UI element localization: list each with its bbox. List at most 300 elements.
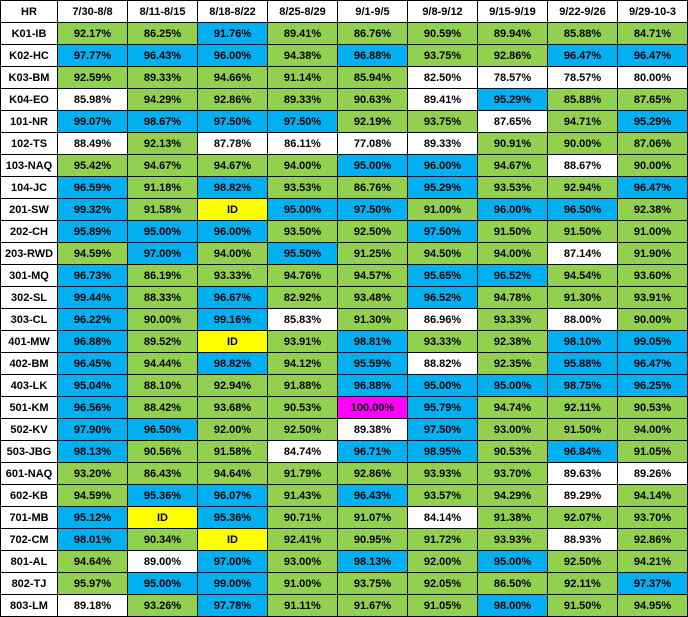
table-cell: 93.93% <box>478 529 548 551</box>
table-cell: 98.10% <box>548 331 618 353</box>
table-cell: 95.29% <box>478 89 548 111</box>
table-cell: 94.00% <box>478 243 548 265</box>
table-row <box>1 67 688 89</box>
table-cell: 95.29% <box>618 111 688 133</box>
table-cell: 95.89% <box>58 221 128 243</box>
table-cell: 96.59% <box>58 177 128 199</box>
table-cell: 96.00% <box>478 199 548 221</box>
row-header-402-bm: 402-BM <box>1 353 58 375</box>
table-cell: 98.82% <box>198 177 268 199</box>
table-cell: 95.36% <box>198 507 268 529</box>
table-cell: 87.65% <box>478 111 548 133</box>
table-cell: 96.00% <box>198 45 268 67</box>
table-cell: 86.11% <box>268 133 338 155</box>
table-cell: 94.57% <box>338 265 408 287</box>
table-cell: 93.70% <box>618 507 688 529</box>
table-row <box>1 23 688 45</box>
table-cell: 89.33% <box>408 133 478 155</box>
table-cell: 95.42% <box>58 155 128 177</box>
table-cell: ID <box>128 507 198 529</box>
table-cell: 96.50% <box>128 419 198 441</box>
table-cell: 94.50% <box>408 243 478 265</box>
table-cell: 91.30% <box>548 287 618 309</box>
table-cell: 90.71% <box>268 507 338 529</box>
table-cell: 99.07% <box>58 111 128 133</box>
table-cell: 92.50% <box>548 551 618 573</box>
table-cell: 93.33% <box>408 331 478 353</box>
column-header-1: 8/11-8/15 <box>128 1 198 23</box>
table-cell: 91.00% <box>618 221 688 243</box>
table-cell: 86.19% <box>128 265 198 287</box>
row-header-702-cm: 702-CM <box>1 529 58 551</box>
table-cell: 91.18% <box>128 177 198 199</box>
table-cell: 89.33% <box>128 67 198 89</box>
table-cell: 97.50% <box>408 419 478 441</box>
table-cell: 88.67% <box>548 155 618 177</box>
table-cell: 92.86% <box>198 89 268 111</box>
table-cell: 96.88% <box>338 45 408 67</box>
table-cell: 99.32% <box>58 199 128 221</box>
table-cell: 98.00% <box>478 595 548 617</box>
table-cell: 91.14% <box>268 67 338 89</box>
table-cell: 94.21% <box>618 551 688 573</box>
row-header-102-ts: 102-TS <box>1 133 58 155</box>
table-row <box>1 111 688 133</box>
table-cell: 77.08% <box>338 133 408 155</box>
table-cell: 86.76% <box>338 23 408 45</box>
table-cell: 92.94% <box>548 177 618 199</box>
table-cell: 91.67% <box>338 595 408 617</box>
row-header-403-lk: 403-LK <box>1 375 58 397</box>
table-cell: 90.00% <box>618 155 688 177</box>
row-header-401-mw: 401-MW <box>1 331 58 353</box>
row-header-k04-eo: K04-EO <box>1 89 58 111</box>
table-cell: 95.97% <box>58 573 128 595</box>
table-cell: 92.50% <box>338 221 408 243</box>
table-cell: 87.78% <box>198 133 268 155</box>
table-cell: 98.01% <box>58 529 128 551</box>
table-cell: 88.93% <box>548 529 618 551</box>
row-header-104-jc: 104-JC <box>1 177 58 199</box>
table-cell: 94.14% <box>618 485 688 507</box>
table-cell: 92.19% <box>338 111 408 133</box>
table-cell: 98.95% <box>408 441 478 463</box>
table-cell: 89.41% <box>268 23 338 45</box>
table-cell: 98.67% <box>128 111 198 133</box>
column-header-6: 9/15-9/19 <box>478 1 548 23</box>
table-cell: 91.30% <box>338 309 408 331</box>
table-cell: 94.76% <box>268 265 338 287</box>
table-cell: 86.50% <box>478 573 548 595</box>
row-header-501-km: 501-KM <box>1 397 58 419</box>
table-cell: 91.50% <box>548 221 618 243</box>
table-cell: 92.86% <box>338 463 408 485</box>
table-cell: 94.67% <box>478 155 548 177</box>
table-cell: 94.67% <box>198 155 268 177</box>
table-row <box>1 221 688 243</box>
table-cell: 96.47% <box>618 177 688 199</box>
table-cell: 94.64% <box>198 463 268 485</box>
table-cell: 80.00% <box>618 67 688 89</box>
table-cell: 93.50% <box>268 221 338 243</box>
table-row <box>1 441 688 463</box>
table-cell: 91.72% <box>408 529 478 551</box>
table-cell: 91.07% <box>338 507 408 529</box>
table-row <box>1 551 688 573</box>
row-header-601-naq: 601-NAQ <box>1 463 58 485</box>
table-cell: 93.57% <box>408 485 478 507</box>
table-cell: 89.63% <box>548 463 618 485</box>
table-cell: 86.76% <box>338 177 408 199</box>
table-cell: 96.88% <box>58 331 128 353</box>
table-cell: 96.71% <box>338 441 408 463</box>
table-cell: 93.00% <box>268 551 338 573</box>
table-cell: 89.33% <box>268 89 338 111</box>
table-cell: 93.75% <box>408 111 478 133</box>
table-cell: 91.58% <box>128 199 198 221</box>
row-header-k02-hc: K02-HC <box>1 45 58 67</box>
row-header-701-mb: 701-MB <box>1 507 58 529</box>
table-cell: 97.37% <box>618 573 688 595</box>
table-cell: 78.57% <box>478 67 548 89</box>
table-cell: 95.00% <box>478 375 548 397</box>
table-cell: 96.47% <box>618 353 688 375</box>
table-row <box>1 573 688 595</box>
table-cell: 95.36% <box>128 485 198 507</box>
table-row <box>1 177 688 199</box>
table-cell: 96.22% <box>58 309 128 331</box>
table-cell: 96.00% <box>198 221 268 243</box>
table-cell: 97.50% <box>198 111 268 133</box>
table-cell: 99.05% <box>618 331 688 353</box>
table-cell: 98.82% <box>198 353 268 375</box>
table-cell: 91.05% <box>618 441 688 463</box>
table-cell: 95.00% <box>408 375 478 397</box>
table-cell: 96.07% <box>198 485 268 507</box>
table-cell: 95.00% <box>268 199 338 221</box>
row-header-301-mq: 301-MQ <box>1 265 58 287</box>
table-cell: 92.38% <box>618 199 688 221</box>
table-row <box>1 309 688 331</box>
table-cell: 99.00% <box>198 573 268 595</box>
row-header-302-sl: 302-SL <box>1 287 58 309</box>
table-cell: 85.98% <box>58 89 128 111</box>
table-cell: 94.29% <box>478 485 548 507</box>
column-header-7: 9/22-9/26 <box>548 1 618 23</box>
table-cell: 95.79% <box>408 397 478 419</box>
table-cell: ID <box>198 199 268 221</box>
table-cell: ID <box>198 529 268 551</box>
table-cell: 92.17% <box>58 23 128 45</box>
table-cell: 90.53% <box>618 397 688 419</box>
table-cell: 86.43% <box>128 463 198 485</box>
table-cell: 96.52% <box>478 265 548 287</box>
table-cell: 97.90% <box>58 419 128 441</box>
table-cell: 99.16% <box>198 309 268 331</box>
table-row <box>1 485 688 507</box>
table-cell: 91.11% <box>268 595 338 617</box>
table-cell: 97.00% <box>128 243 198 265</box>
table-cell: 96.47% <box>548 45 618 67</box>
table-cell: 85.88% <box>548 89 618 111</box>
table-cell: 92.35% <box>478 353 548 375</box>
table-cell: 91.00% <box>268 573 338 595</box>
table-cell: 90.34% <box>128 529 198 551</box>
table-cell: 90.53% <box>268 397 338 419</box>
table-cell: 96.43% <box>128 45 198 67</box>
table-cell: 90.91% <box>478 133 548 155</box>
table-cell: 89.94% <box>478 23 548 45</box>
table-cell: 91.05% <box>408 595 478 617</box>
table-cell: 89.41% <box>408 89 478 111</box>
table-cell: 94.00% <box>198 243 268 265</box>
table-cell: 97.00% <box>198 551 268 573</box>
table-cell: 90.56% <box>128 441 198 463</box>
table-cell: 93.68% <box>198 397 268 419</box>
table-cell: 88.49% <box>58 133 128 155</box>
table-cell: 93.33% <box>478 309 548 331</box>
table-header <box>1 1 688 23</box>
table-cell: 84.71% <box>618 23 688 45</box>
table-row <box>1 529 688 551</box>
row-header-k03-bm: K03-BM <box>1 67 58 89</box>
row-header-602-kb: 602-KB <box>1 485 58 507</box>
table-cell: 89.00% <box>128 551 198 573</box>
row-header-303-cl: 303-CL <box>1 309 58 331</box>
table-cell: 86.25% <box>128 23 198 45</box>
table-cell: 85.88% <box>548 23 618 45</box>
table-cell: 93.75% <box>338 573 408 595</box>
row-header-801-al: 801-AL <box>1 551 58 573</box>
table-cell: 88.82% <box>408 353 478 375</box>
row-header-802-tj: 802-TJ <box>1 573 58 595</box>
table-row <box>1 419 688 441</box>
table-cell: 88.10% <box>128 375 198 397</box>
row-header-201-sw: 201-SW <box>1 199 58 221</box>
table-cell: 91.25% <box>338 243 408 265</box>
table-cell: 87.14% <box>548 243 618 265</box>
table-cell: 91.00% <box>408 199 478 221</box>
table-cell: 90.95% <box>338 529 408 551</box>
table-row <box>1 45 688 67</box>
table-cell: 96.67% <box>198 287 268 309</box>
table-cell: 91.88% <box>268 375 338 397</box>
table-row <box>1 463 688 485</box>
table-cell: 96.52% <box>408 287 478 309</box>
table-cell: 92.11% <box>548 397 618 419</box>
table-cell: 97.50% <box>268 111 338 133</box>
table-cell: 96.25% <box>618 375 688 397</box>
table-cell: 91.79% <box>268 463 338 485</box>
table-cell: 95.65% <box>408 265 478 287</box>
table-row <box>1 155 688 177</box>
row-header-503-jbg: 503-JBG <box>1 441 58 463</box>
table-row <box>1 331 688 353</box>
table-cell: 96.45% <box>58 353 128 375</box>
table-cell: 92.50% <box>268 419 338 441</box>
table-cell: 94.64% <box>58 551 128 573</box>
table-cell: 84.14% <box>408 507 478 529</box>
table-cell: 87.06% <box>618 133 688 155</box>
table-cell: 93.53% <box>478 177 548 199</box>
table-cell: 90.53% <box>478 441 548 463</box>
table-cell: 92.00% <box>408 551 478 573</box>
table-cell: 96.73% <box>58 265 128 287</box>
table-cell: 89.52% <box>128 331 198 353</box>
table-cell: 100.00% <box>338 397 408 419</box>
table-cell: 96.00% <box>408 155 478 177</box>
table-row <box>1 353 688 375</box>
table-cell: 92.07% <box>548 507 618 529</box>
table-cell: 88.33% <box>128 287 198 309</box>
table-cell: 95.00% <box>478 551 548 573</box>
table-cell: 98.81% <box>338 331 408 353</box>
table-cell: 94.95% <box>618 595 688 617</box>
table-cell: 85.83% <box>268 309 338 331</box>
table-cell: 98.75% <box>548 375 618 397</box>
table-cell: 98.13% <box>338 551 408 573</box>
table-cell: 89.38% <box>338 419 408 441</box>
table-cell: 95.29% <box>408 177 478 199</box>
table-cell: 91.43% <box>268 485 338 507</box>
table-row <box>1 595 688 617</box>
table-cell: 95.59% <box>338 353 408 375</box>
table-cell: 94.59% <box>58 485 128 507</box>
table-cell: 92.94% <box>198 375 268 397</box>
table-cell: 95.00% <box>128 221 198 243</box>
table-cell: 96.47% <box>618 45 688 67</box>
column-header-5: 9/8-9/12 <box>408 1 478 23</box>
header-row <box>1 1 688 23</box>
table-cell: 97.50% <box>408 221 478 243</box>
table-cell: 94.78% <box>478 287 548 309</box>
table-cell: 91.76% <box>198 23 268 45</box>
table-cell: 84.74% <box>268 441 338 463</box>
table-cell: 96.84% <box>548 441 618 463</box>
table-cell: 97.78% <box>198 595 268 617</box>
table-cell: 92.86% <box>478 45 548 67</box>
table-cell: 92.00% <box>198 419 268 441</box>
table-row <box>1 199 688 221</box>
table-row <box>1 507 688 529</box>
table-cell: 96.88% <box>338 375 408 397</box>
table-cell: 93.20% <box>58 463 128 485</box>
table-cell: 91.50% <box>548 595 618 617</box>
table-cell: 99.44% <box>58 287 128 309</box>
table-cell: 94.74% <box>478 397 548 419</box>
table-cell: 95.00% <box>338 155 408 177</box>
table-cell: 94.71% <box>548 111 618 133</box>
row-header-101-nr: 101-NR <box>1 111 58 133</box>
table-cell: 90.00% <box>128 309 198 331</box>
table-cell: 94.38% <box>268 45 338 67</box>
table-cell: ID <box>198 331 268 353</box>
row-header-103-naq: 103-NAQ <box>1 155 58 177</box>
table-cell: 93.91% <box>268 331 338 353</box>
table-cell: 93.33% <box>198 265 268 287</box>
table-cell: 92.05% <box>408 573 478 595</box>
table-cell: 90.63% <box>338 89 408 111</box>
row-header-203-rwd: 203-RWD <box>1 243 58 265</box>
table-cell: 96.50% <box>548 199 618 221</box>
table-cell: 93.48% <box>338 287 408 309</box>
table-cell: 93.70% <box>478 463 548 485</box>
row-header-202-ch: 202-CH <box>1 221 58 243</box>
table-cell: 88.00% <box>548 309 618 331</box>
table-row <box>1 133 688 155</box>
table-cell: 96.43% <box>338 485 408 507</box>
row-header-502-kv: 502-KV <box>1 419 58 441</box>
table-cell: 78.57% <box>548 67 618 89</box>
table-cell: 93.53% <box>268 177 338 199</box>
table-row <box>1 89 688 111</box>
table-cell: 93.93% <box>408 463 478 485</box>
table-cell: 97.77% <box>58 45 128 67</box>
table-cell: 95.00% <box>128 573 198 595</box>
table-cell: 94.00% <box>618 419 688 441</box>
table-cell: 85.94% <box>338 67 408 89</box>
table-cell: 94.44% <box>128 353 198 375</box>
table-cell: 96.56% <box>58 397 128 419</box>
table-cell: 93.91% <box>618 287 688 309</box>
table-cell: 94.29% <box>128 89 198 111</box>
table-cell: 93.60% <box>618 265 688 287</box>
table-cell: 94.67% <box>128 155 198 177</box>
column-header-0: 7/30-8/8 <box>58 1 128 23</box>
column-header-hr: HR <box>1 1 58 23</box>
table-cell: 91.50% <box>548 419 618 441</box>
table-cell: 93.26% <box>128 595 198 617</box>
table-cell: 97.50% <box>338 199 408 221</box>
table-cell: 88.42% <box>128 397 198 419</box>
column-header-4: 9/1-9/5 <box>338 1 408 23</box>
table-cell: 91.90% <box>618 243 688 265</box>
table-cell: 95.04% <box>58 375 128 397</box>
table-cell: 98.13% <box>58 441 128 463</box>
row-header-803-lm: 803-LM <box>1 595 58 617</box>
table-row <box>1 287 688 309</box>
column-header-2: 8/18-8/22 <box>198 1 268 23</box>
table-row <box>1 265 688 287</box>
table-cell: 89.18% <box>58 595 128 617</box>
table-cell: 90.00% <box>618 309 688 331</box>
table-cell: 89.29% <box>548 485 618 507</box>
table-row <box>1 243 688 265</box>
column-header-3: 8/25-8/29 <box>268 1 338 23</box>
table-cell: 91.58% <box>198 441 268 463</box>
table-cell: 86.96% <box>408 309 478 331</box>
table-cell: 94.00% <box>268 155 338 177</box>
table-cell: 94.59% <box>58 243 128 265</box>
table-cell: 87.65% <box>618 89 688 111</box>
table-cell: 92.11% <box>548 573 618 595</box>
table-cell: 95.12% <box>58 507 128 529</box>
table-cell: 94.66% <box>198 67 268 89</box>
table-cell: 94.54% <box>548 265 618 287</box>
table-row <box>1 375 688 397</box>
table-cell: 95.88% <box>548 353 618 375</box>
table-cell: 91.50% <box>478 221 548 243</box>
table-cell: 82.92% <box>268 287 338 309</box>
column-header-8: 9/29-10-3 <box>618 1 688 23</box>
table-cell: 91.38% <box>478 507 548 529</box>
table-cell: 92.38% <box>478 331 548 353</box>
table-cell: 92.59% <box>58 67 128 89</box>
table-cell: 93.75% <box>408 45 478 67</box>
table-cell: 92.41% <box>268 529 338 551</box>
table-cell: 90.59% <box>408 23 478 45</box>
table-row <box>1 397 688 419</box>
